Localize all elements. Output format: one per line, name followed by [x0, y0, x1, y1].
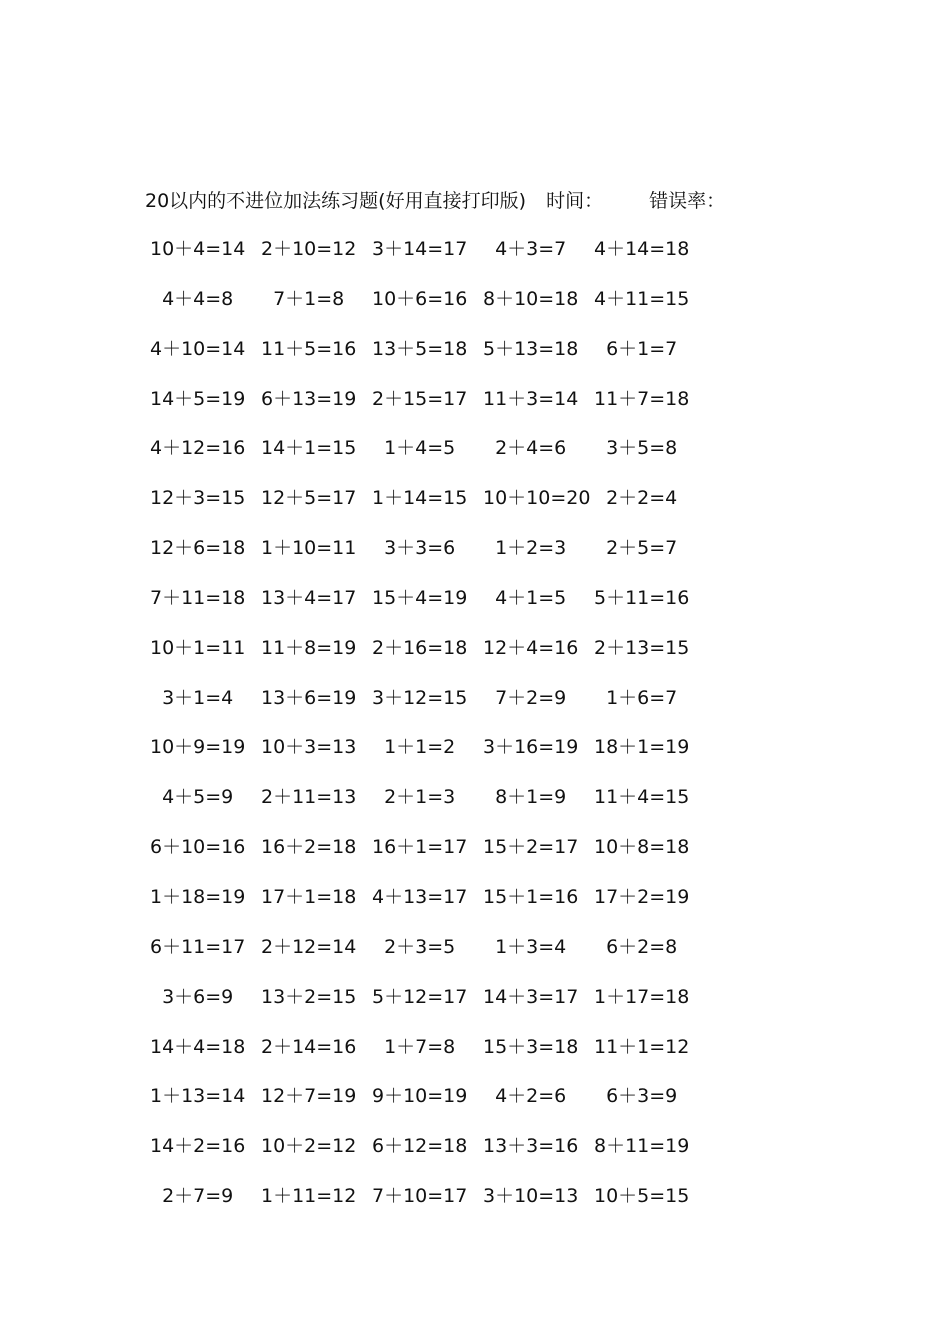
exercise-row: [150, 1083, 710, 1133]
exercise-row: [150, 984, 710, 1034]
exercise-item: 6＋13=19: [261, 387, 357, 410]
exercise-row: [150, 635, 710, 685]
exercise-row: [150, 386, 710, 436]
exercise-row: [150, 535, 710, 585]
exercise-item: 2＋2=4: [594, 487, 678, 510]
exercise-grid: [150, 236, 710, 1233]
exercise-item: 2＋14=16: [261, 1035, 357, 1058]
exercise-item: 3＋10=13: [483, 1185, 579, 1208]
exercise-row: [150, 734, 710, 784]
exercise-item: 3＋16=19: [483, 736, 579, 759]
exercise-item: 8＋1=9: [483, 786, 567, 809]
exercise-item: 4＋10=14: [150, 337, 246, 360]
exercise-item: 6＋1=7: [594, 337, 678, 360]
exercise-item: 12＋6=18: [150, 537, 246, 560]
exercise-item: 3＋6=9: [150, 985, 234, 1008]
exercise-item: 16＋1=17: [372, 836, 468, 859]
exercise-item: 2＋1=3: [372, 786, 456, 809]
exercise-item: 4＋5=9: [150, 786, 234, 809]
exercise-item: 2＋12=14: [261, 935, 357, 958]
exercise-item: 11＋1=12: [594, 1035, 690, 1058]
exercise-row: [150, 435, 710, 485]
exercise-item: 11＋8=19: [261, 636, 357, 659]
exercise-item: 13＋5=18: [372, 337, 468, 360]
exercise-item: 11＋4=15: [594, 786, 690, 809]
exercise-item: 5＋11=16: [594, 586, 690, 609]
exercise-item: 3＋3=6: [372, 537, 456, 560]
exercise-item: 10＋2=12: [261, 1135, 357, 1158]
exercise-item: 2＋13=15: [594, 636, 690, 659]
exercise-item: 17＋2=19: [594, 885, 690, 908]
exercise-item: 1＋17=18: [594, 985, 690, 1008]
exercise-item: 6＋11=17: [150, 935, 246, 958]
exercise-row: [150, 236, 710, 286]
exercise-row: [150, 1034, 710, 1084]
exercise-item: 10＋6=16: [372, 287, 468, 310]
exercise-row: [150, 685, 710, 735]
exercise-item: 13＋3=16: [483, 1135, 579, 1158]
exercise-row: [150, 784, 710, 834]
exercise-item: 3＋14=17: [372, 238, 468, 260]
exercise-row: [150, 884, 710, 934]
exercise-item: 1＋13=14: [150, 1085, 246, 1108]
exercise-item: 15＋3=18: [483, 1035, 579, 1058]
exercise-item: 7＋11=18: [150, 586, 246, 609]
exercise-item: 17＋1=18: [261, 885, 357, 908]
exercise-item: 2＋3=5: [372, 935, 456, 958]
exercise-item: 4＋12=16: [150, 437, 246, 460]
exercise-item: 10＋8=18: [594, 836, 690, 859]
exercise-item: 1＋4=5: [372, 437, 456, 460]
exercise-item: 7＋1=8: [261, 287, 345, 310]
exercise-item: 12＋5=17: [261, 487, 357, 510]
exercise-item: 15＋2=17: [483, 836, 579, 859]
exercise-row: [150, 834, 710, 884]
exercise-item: 1＋14=15: [372, 487, 468, 510]
exercise-item: 11＋3=14: [483, 387, 579, 410]
exercise-item: 18＋1=19: [594, 736, 690, 759]
exercise-item: 16＋2=18: [261, 836, 357, 859]
exercise-item: 10＋5=15: [594, 1185, 690, 1208]
time-label: 时间：: [546, 190, 604, 212]
exercise-item: 10＋10=20: [483, 487, 591, 510]
exercise-item: 14＋1=15: [261, 437, 357, 460]
exercise-item: 1＋11=12: [261, 1185, 357, 1208]
exercise-row: [150, 286, 710, 336]
exercise-item: 9＋10=19: [372, 1085, 468, 1108]
exercise-item: 1＋1=2: [372, 736, 456, 759]
exercise-item: 2＋11=13: [261, 786, 357, 809]
exercise-item: 14＋5=19: [150, 387, 246, 410]
exercise-item: 2＋7=9: [150, 1185, 234, 1208]
exercise-item: 14＋4=18: [150, 1035, 246, 1058]
exercise-item: 4＋4=8: [150, 287, 234, 310]
error-rate-label: 错误率：: [649, 190, 726, 212]
exercise-item: 13＋2=15: [261, 985, 357, 1008]
exercise-item: 3＋1=4: [150, 686, 234, 709]
exercise-item: 10＋9=19: [150, 736, 246, 759]
exercise-item: 12＋4=16: [483, 636, 579, 659]
exercise-item: 12＋3=15: [150, 487, 246, 510]
exercise-item: 1＋2=3: [483, 537, 567, 560]
exercise-item: 13＋4=17: [261, 586, 357, 609]
exercise-item: 1＋3=4: [483, 935, 567, 958]
exercise-item: 4＋2=6: [483, 1085, 567, 1108]
exercise-item: 8＋10=18: [483, 287, 579, 310]
exercise-item: 1＋6=7: [594, 686, 678, 709]
worksheet-header: [145, 186, 785, 216]
exercise-item: 4＋14=18: [594, 238, 690, 260]
exercise-item: 6＋10=16: [150, 836, 246, 859]
exercise-item: 3＋12=15: [372, 686, 468, 709]
exercise-row: [150, 934, 710, 984]
exercise-row: [150, 585, 710, 635]
exercise-item: 4＋11=15: [594, 287, 690, 310]
exercise-item: 1＋18=19: [150, 885, 246, 908]
exercise-item: 10＋4=14: [150, 238, 246, 260]
exercise-item: 14＋2=16: [150, 1135, 246, 1158]
exercise-item: 10＋1=11: [150, 636, 246, 659]
exercise-item: 11＋7=18: [594, 387, 690, 410]
exercise-item: 11＋5=16: [261, 337, 357, 360]
exercise-item: 15＋4=19: [372, 586, 468, 609]
exercise-item: 10＋3=13: [261, 736, 357, 759]
exercise-item: 4＋13=17: [372, 885, 468, 908]
exercise-item: 4＋1=5: [483, 586, 567, 609]
exercise-item: 1＋7=8: [372, 1035, 456, 1058]
worksheet-title: 20以内的不进位加法练习题(好用直接打印版): [145, 190, 527, 212]
exercise-item: 15＋1=16: [483, 885, 579, 908]
exercise-item: 5＋13=18: [483, 337, 579, 360]
exercise-row: [150, 1133, 710, 1183]
exercise-item: 8＋11=19: [594, 1135, 690, 1158]
exercise-row: [150, 336, 710, 386]
exercise-item: 2＋16=18: [372, 636, 468, 659]
exercise-item: 7＋10=17: [372, 1185, 468, 1208]
exercise-item: 6＋2=8: [594, 935, 678, 958]
exercise-item: 7＋2=9: [483, 686, 567, 709]
exercise-item: 6＋12=18: [372, 1135, 468, 1158]
exercise-item: 3＋5=8: [594, 437, 678, 460]
exercise-row: [150, 1183, 710, 1233]
exercise-item: 5＋12=17: [372, 985, 468, 1008]
exercise-item: 2＋10=12: [261, 238, 357, 260]
exercise-item: 12＋7=19: [261, 1085, 357, 1108]
exercise-item: 1＋10=11: [261, 537, 357, 560]
exercise-item: 2＋4=6: [483, 437, 567, 460]
exercise-item: 4＋3=7: [483, 238, 567, 260]
exercise-row: [150, 485, 710, 535]
exercise-item: 13＋6=19: [261, 686, 357, 709]
exercise-item: 6＋3=9: [594, 1085, 678, 1108]
exercise-item: 2＋15=17: [372, 387, 468, 410]
exercise-item: 2＋5=7: [594, 537, 678, 560]
exercise-item: 14＋3=17: [483, 985, 579, 1008]
